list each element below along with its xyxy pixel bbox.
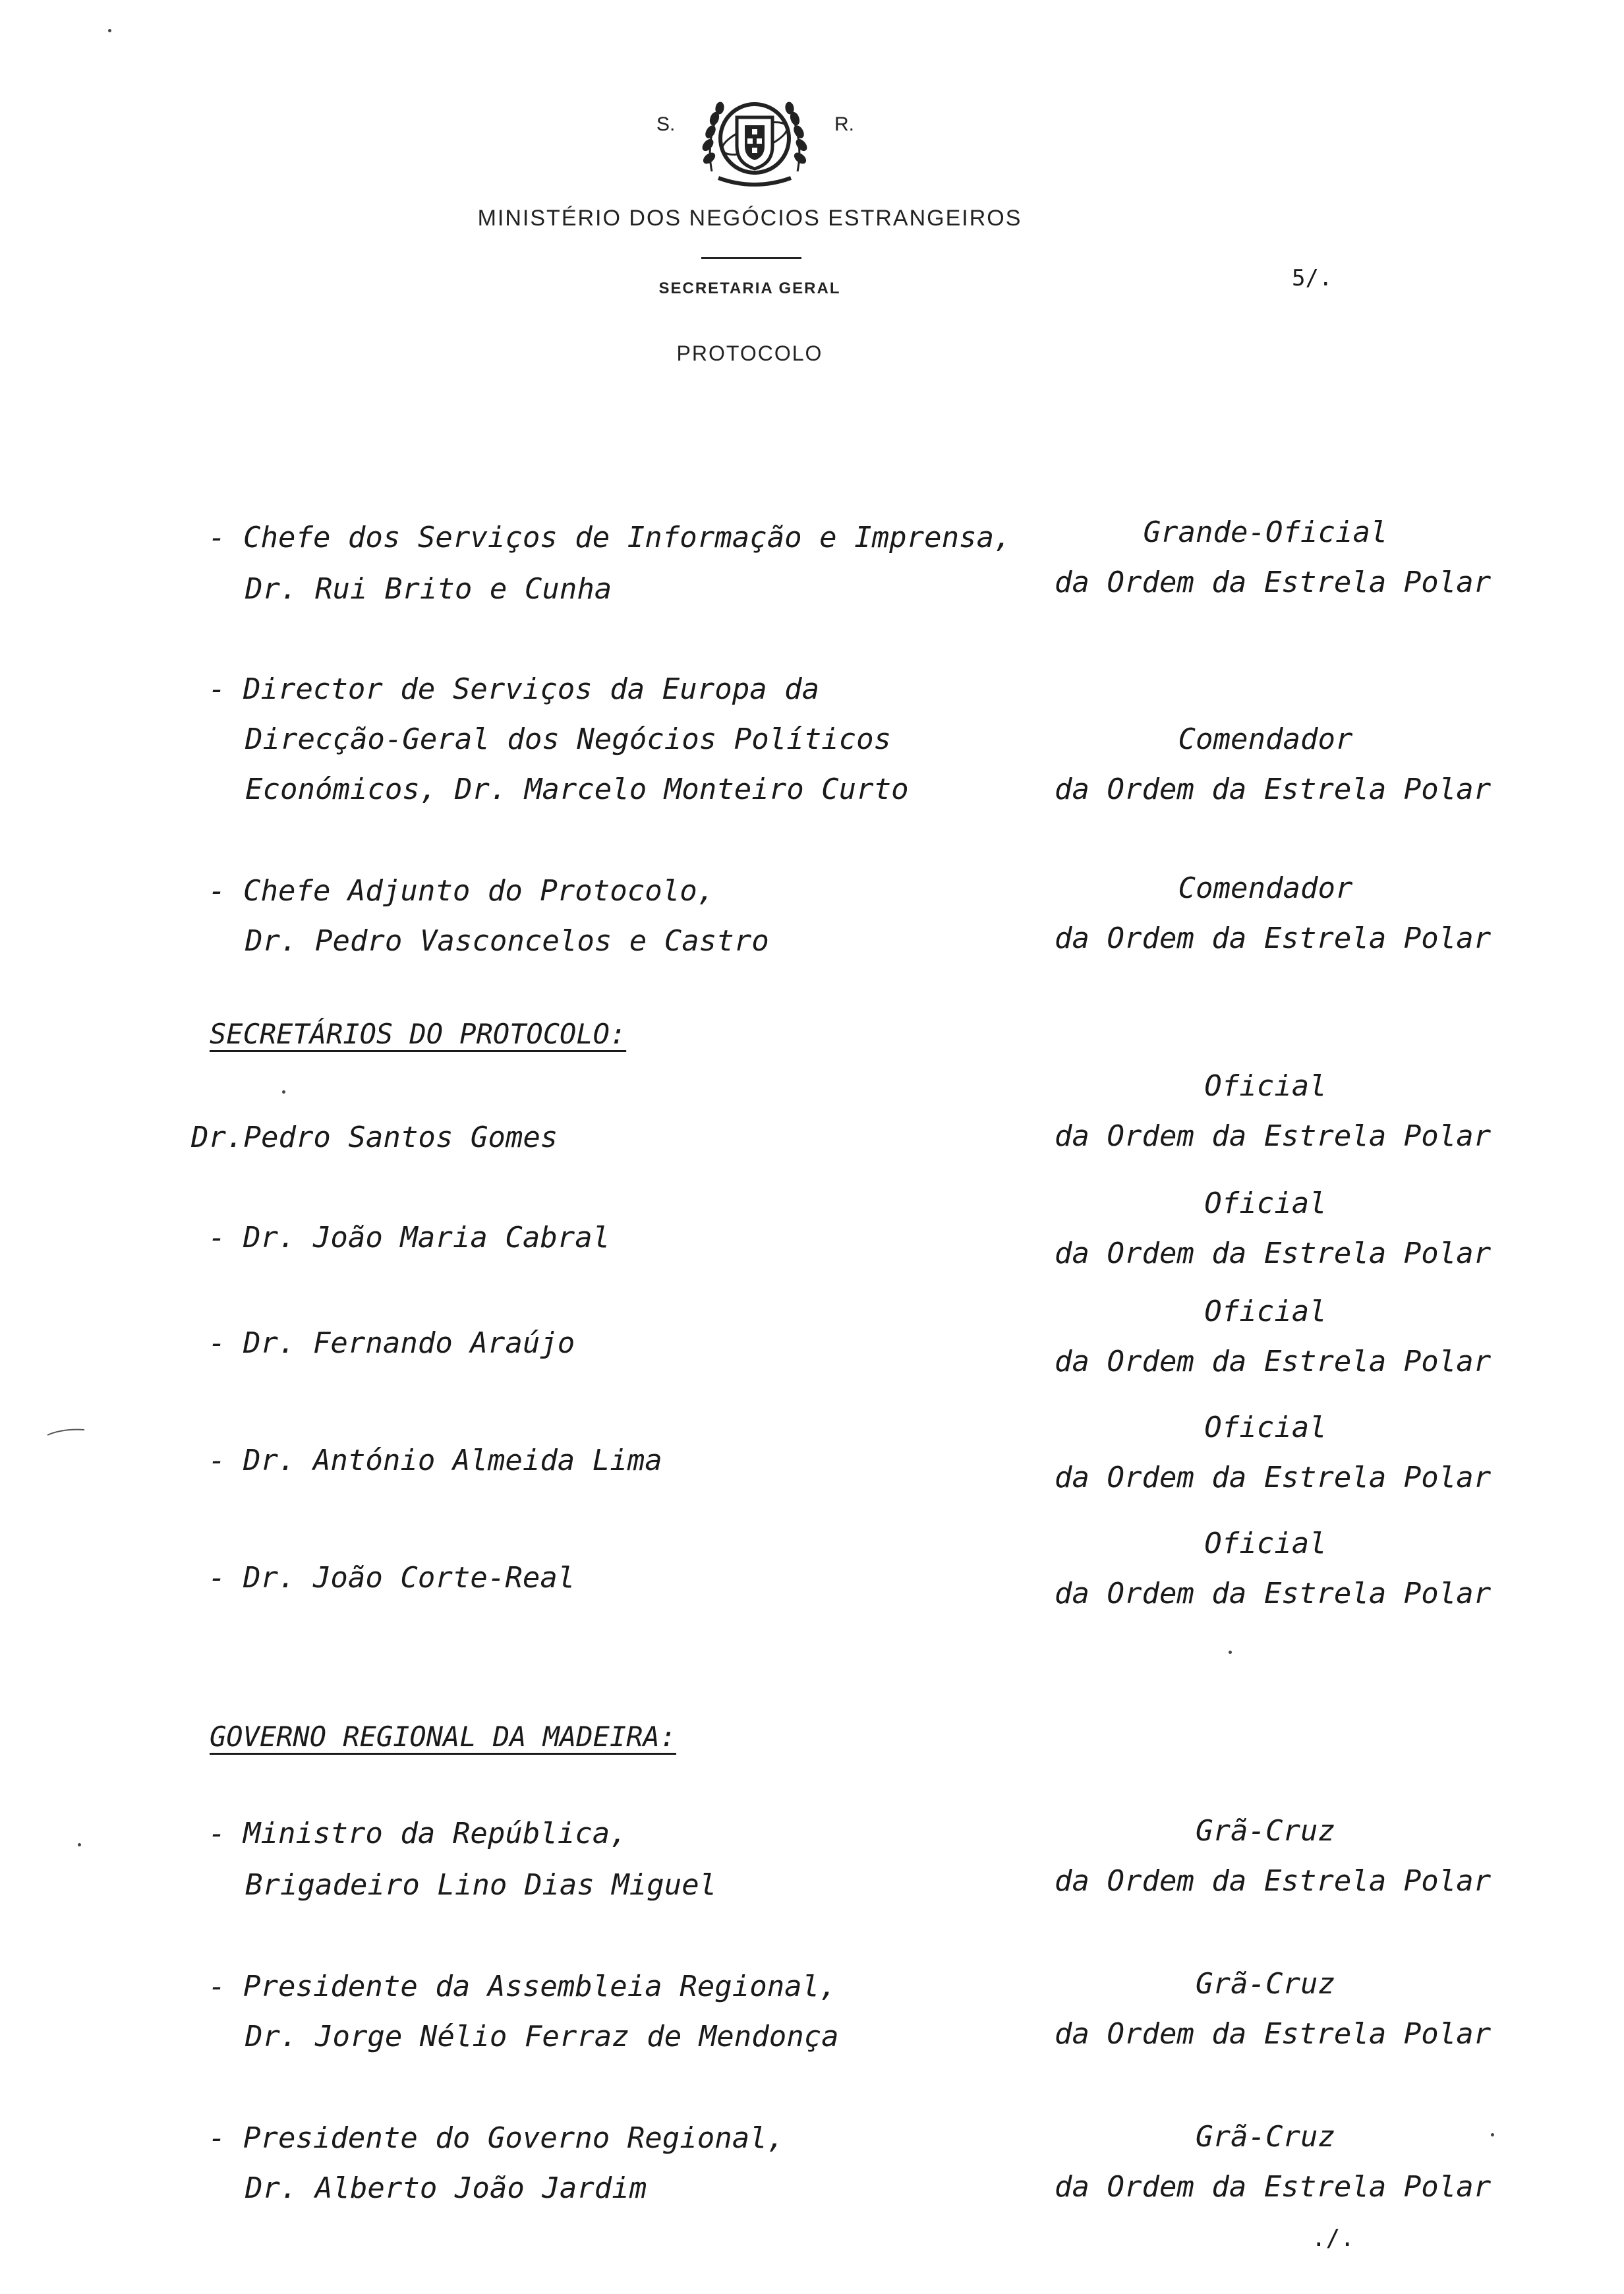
award-order: da Ordem da Estrela Polar — [1055, 1864, 1492, 1898]
entry-line: Dr. Pedro Vasconcelos e Castro — [245, 924, 769, 958]
section-heading: GOVERNO REGIONAL DA MADEIRA: — [210, 1720, 677, 1753]
entry-line: - Ministro da República, — [208, 1817, 627, 1850]
page-number: 5/. — [1292, 265, 1333, 291]
entry-line: - Dr. João Maria Cabral — [208, 1221, 610, 1254]
award-order: da Ordem da Estrela Polar — [1055, 2170, 1492, 2204]
letterhead-left-initial: S. — [656, 113, 676, 135]
award-grade: Comendador — [1178, 871, 1353, 905]
entry-line: Direcção-Geral dos Negócios Políticos — [245, 722, 892, 756]
award-grade: Comendador — [1178, 722, 1353, 756]
award-grade: Oficial — [1204, 1411, 1327, 1444]
award-order: da Ordem da Estrela Polar — [1055, 1119, 1492, 1153]
entry-line: - Chefe dos Serviços de Informação e Imprensa, — [208, 521, 1012, 554]
award-block — [1055, 1411, 1492, 1494]
award-block — [1055, 1069, 1492, 1153]
entry-line: - Dr. António Almeida Lima — [208, 1444, 662, 1477]
award-order: da Ordem da Estrela Polar — [1055, 773, 1492, 806]
entry-line: Económicos, Dr. Marcelo Monteiro Curto — [245, 773, 909, 806]
award-order: da Ordem da Estrela Polar — [1055, 1237, 1492, 1270]
award-grade: Grã-Cruz — [1196, 1814, 1335, 1848]
entry-line: Dr.Pedro Santos Gomes — [191, 1121, 558, 1154]
entry-line: - Presidente do Governo Regional, — [208, 2121, 785, 2155]
award-order: da Ordem da Estrela Polar — [1055, 566, 1492, 599]
entry-line: - Director de Serviços da Europa da — [208, 672, 820, 706]
scan-speck — [1229, 1651, 1232, 1654]
award-order: da Ordem da Estrela Polar — [1055, 1461, 1492, 1494]
department-label: PROTOCOLO — [676, 341, 823, 365]
entry-line: Brigadeiro Lino Dias Miguel — [245, 1868, 717, 1902]
scan-scratch — [46, 1427, 86, 1436]
entry-line: - Dr. Fernando Araújo — [208, 1326, 575, 1360]
ministry-name: MINISTÉRIO DOS NEGÓCIOS ESTRANGEIROS — [477, 206, 1022, 231]
section-heading: SECRETÁRIOS DO PROTOCOLO: — [210, 1018, 627, 1050]
award-order: da Ordem da Estrela Polar — [1055, 1577, 1492, 1610]
award-grade: Oficial — [1204, 1187, 1327, 1220]
award-block — [1055, 871, 1492, 955]
award-grade: Grande-Oficial — [1143, 515, 1388, 549]
entry-line: Dr. Rui Brito e Cunha — [245, 572, 612, 606]
scan-speck — [78, 1843, 81, 1846]
letterhead-divider — [701, 257, 801, 259]
award-order: da Ordem da Estrela Polar — [1055, 922, 1492, 955]
award-block — [1055, 1814, 1492, 1898]
award-block — [1055, 1967, 1492, 2051]
continuation-mark: ./. — [1312, 2225, 1355, 2252]
award-grade: Grã-Cruz — [1196, 1967, 1335, 2001]
award-grade: Oficial — [1204, 1069, 1327, 1103]
secretaria-label: SECRETARIA GERAL — [658, 279, 841, 297]
award-block — [1055, 1187, 1492, 1270]
entry-line: Dr. Jorge Nélio Ferraz de Mendonça — [245, 2020, 839, 2053]
scan-speck — [1491, 2133, 1494, 2136]
award-grade: Oficial — [1204, 1527, 1327, 1560]
entry-line: - Dr. João Corte-Real — [208, 1561, 575, 1595]
scan-speck — [282, 1090, 285, 1094]
award-block — [1055, 1295, 1492, 1378]
award-order: da Ordem da Estrela Polar — [1055, 2017, 1492, 2051]
award-block — [1055, 515, 1492, 599]
letterhead-right-initial: R. — [834, 113, 854, 135]
scan-speck — [108, 29, 111, 32]
entry-line: - Presidente da Assembleia Regional, — [208, 1970, 837, 2003]
award-block — [1055, 1527, 1492, 1610]
award-grade: Oficial — [1204, 1295, 1327, 1328]
award-grade: Grã-Cruz — [1196, 2120, 1335, 2154]
award-order: da Ordem da Estrela Polar — [1055, 1345, 1492, 1378]
entry-line: Dr. Alberto João Jardim — [245, 2171, 647, 2205]
award-block — [1055, 722, 1492, 806]
entry-line: - Chefe Adjunto do Protocolo, — [208, 874, 715, 908]
coat-of-arms-emblem — [692, 86, 817, 191]
award-block — [1055, 2120, 1492, 2204]
